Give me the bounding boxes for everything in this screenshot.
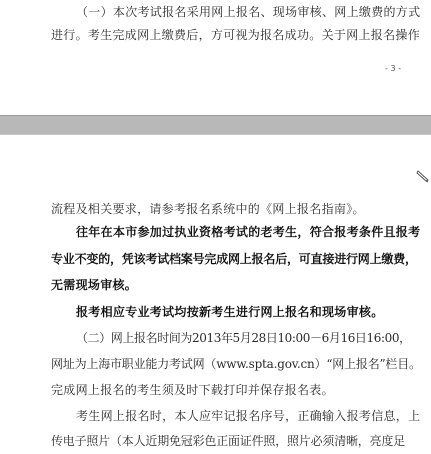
document-page-upper: [0, 0, 431, 115]
paragraph-line: 网址为上海市职业能力考试网（www.spta.gov.cn）“网上报名”栏目。: [51, 357, 421, 371]
paragraph-line: 流程及相关要求，请参考报名系统中的《网上报名指南》。: [51, 202, 365, 216]
paragraph-line-bold: 报考相应专业考试均按新考生进行网上报名和现场审核。: [76, 305, 384, 319]
paragraph-line: （一）本次考试报名采用网上报名、现场审核、网上缴费的方式: [76, 5, 421, 19]
paragraph-line: 传电子照片（本人近期免冠彩色正面证件照，照片必须清晰，亮度足: [51, 434, 406, 448]
pen-cursor-icon: [416, 169, 430, 183]
paragraph-line-bold: 往年在本市参加过执业资格考试的老考生，符合报考条件且报考: [76, 225, 421, 239]
paragraph-line: 进行。考生完成网上缴费后，方可视为报名成功。关于网上报名操作: [51, 28, 421, 42]
paragraph-line-bold: 无需现场审核。: [51, 278, 138, 292]
paragraph-line: 完成网上报名的考生须及时下载打印并保存报名表。: [51, 383, 334, 397]
page-separator: [0, 115, 431, 135]
page-number: - 3 -: [385, 64, 401, 73]
document-page-lower: [0, 135, 431, 454]
paragraph-line: （二）网上报名时间为2013年5月28日10:00－6月16日16:00，: [76, 331, 411, 345]
paragraph-line: 考生网上报名时，本人应牢记报名序号，正确输入报考信息，上: [76, 409, 421, 423]
paragraph-line-bold: 专业不变的，凭该考试档案号完成网上报名后，可直接进行网上缴费，: [51, 252, 417, 266]
